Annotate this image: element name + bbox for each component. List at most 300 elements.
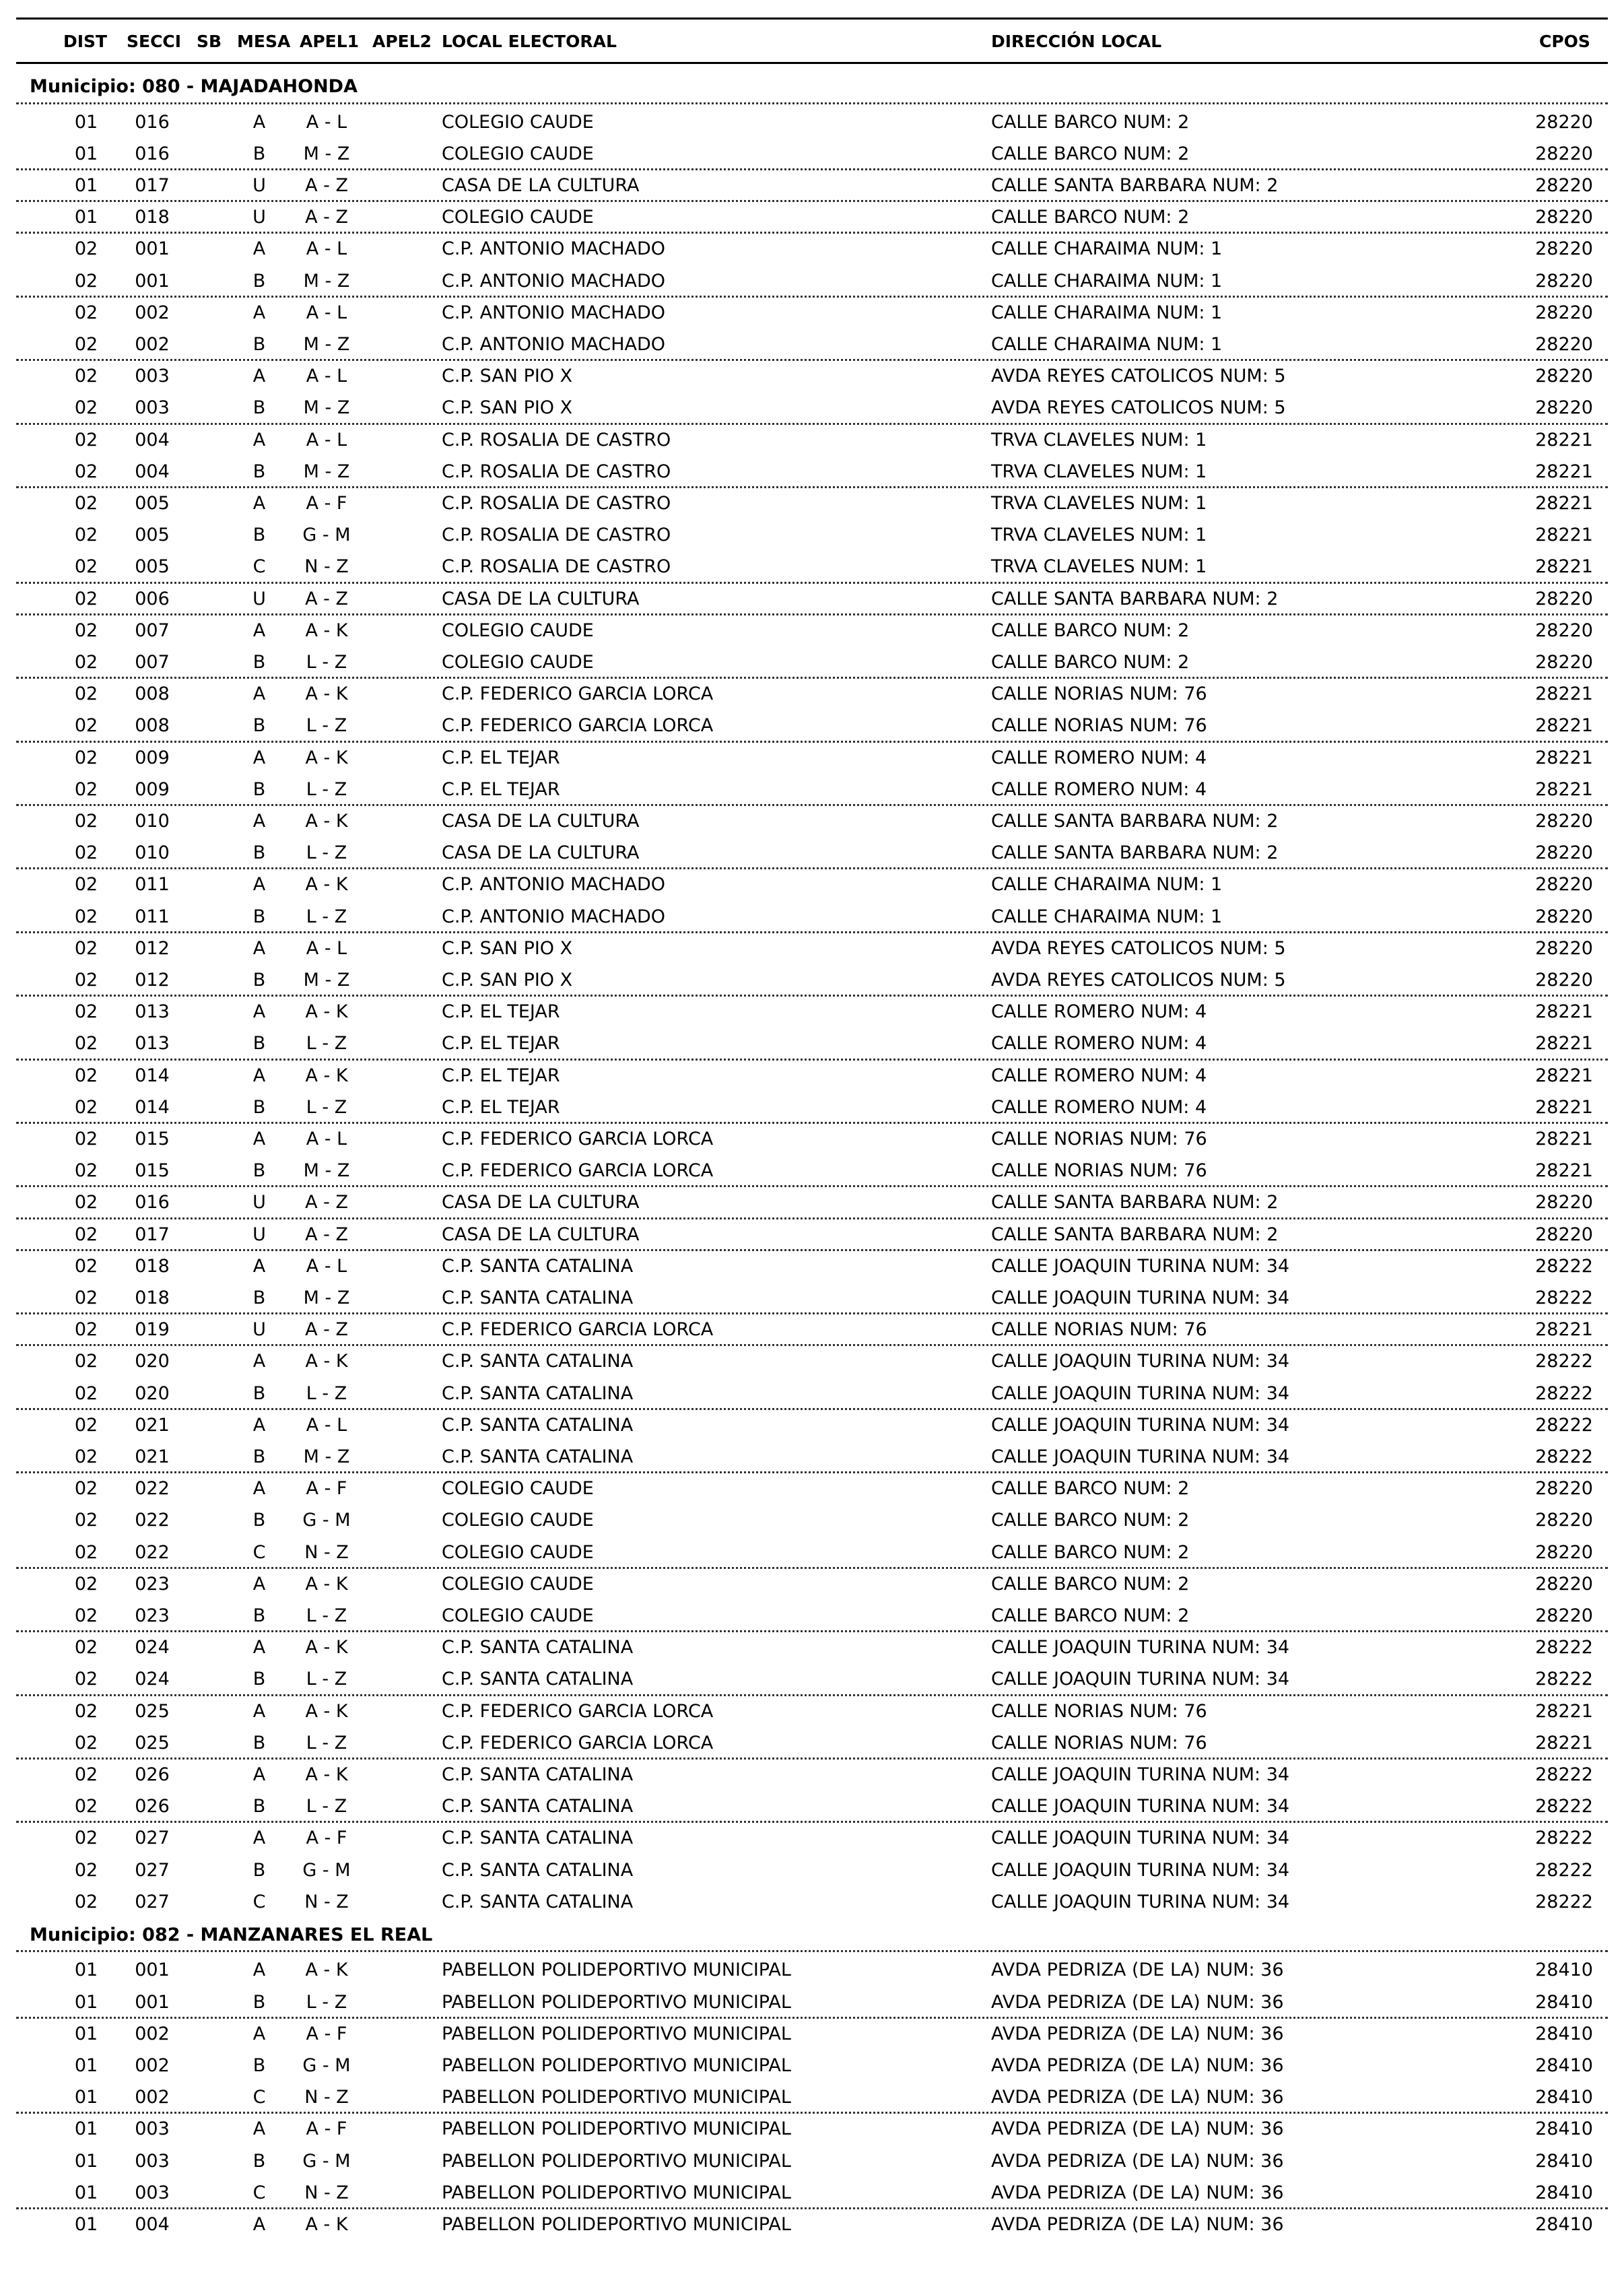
cell-apel1: A - L bbox=[306, 1414, 347, 1436]
cell-cpos: 28410 bbox=[1535, 2150, 1593, 2172]
cell-local: C.P. SANTA CATALINA bbox=[442, 1637, 634, 1659]
cell-apel1: G - M bbox=[302, 2150, 351, 2172]
cell-dist: 02 bbox=[74, 651, 98, 673]
cell-dist: 02 bbox=[74, 238, 98, 260]
cell-cpos: 28221 bbox=[1535, 683, 1593, 705]
cell-dir: CALLE BARCO NUM: 2 bbox=[991, 1573, 1190, 1595]
cell-local: C.P. ANTONIO MACHADO bbox=[442, 906, 666, 927]
cell-secci: 014 bbox=[135, 1096, 170, 1118]
cell-dist: 01 bbox=[74, 1960, 98, 1981]
cell-apel1: A - L bbox=[306, 111, 347, 133]
cell-apel1: A - K bbox=[305, 874, 348, 896]
cell-apel1: A - F bbox=[306, 492, 347, 514]
cell-dist: 01 bbox=[74, 2055, 98, 2076]
cell-mesa: U bbox=[252, 1319, 266, 1341]
cell-mesa: B bbox=[252, 1160, 266, 1182]
cell-dist: 02 bbox=[74, 937, 98, 959]
table-row bbox=[0, 2177, 1624, 2209]
cell-dist: 02 bbox=[74, 1446, 98, 1467]
table-row bbox=[0, 646, 1624, 678]
cell-local: CASA DE LA CULTURA bbox=[442, 1192, 640, 1213]
cell-mesa: B bbox=[252, 651, 266, 673]
cell-local: C.P. EL TEJAR bbox=[442, 1065, 560, 1086]
cell-dir: AVDA PEDRIZA (DE LA) NUM: 36 bbox=[991, 2118, 1284, 2140]
cell-dir: AVDA REYES CATOLICOS NUM: 5 bbox=[991, 937, 1286, 959]
cell-mesa: A bbox=[252, 937, 266, 959]
cell-cpos: 28221 bbox=[1535, 1096, 1593, 1118]
cell-apel1: L - Z bbox=[306, 1732, 347, 1753]
cell-secci: 008 bbox=[135, 715, 170, 737]
cell-mesa: C bbox=[252, 1891, 266, 1912]
cell-local: C.P. SANTA CATALINA bbox=[442, 1414, 634, 1436]
cell-dir: CALLE NORIAS NUM: 76 bbox=[991, 1319, 1207, 1341]
cell-local: COLEGIO CAUDE bbox=[442, 1541, 594, 1563]
cell-cpos: 28222 bbox=[1535, 1637, 1593, 1659]
cell-apel1: A - K bbox=[305, 1351, 348, 1372]
table-row bbox=[0, 1345, 1624, 1377]
cell-secci: 025 bbox=[135, 1732, 170, 1753]
cell-cpos: 28221 bbox=[1535, 747, 1593, 768]
cell-dir: CALLE ROMERO NUM: 4 bbox=[991, 1033, 1207, 1055]
cell-local: PABELLON POLIDEPORTIVO MUNICIPAL bbox=[442, 2214, 791, 2235]
table-row bbox=[0, 1790, 1624, 1822]
cell-apel1: N - Z bbox=[304, 1541, 349, 1563]
cell-local: C.P. SANTA CATALINA bbox=[442, 1764, 634, 1785]
cell-local: C.P. SAN PIO X bbox=[442, 366, 573, 387]
table-row bbox=[0, 805, 1624, 837]
cell-secci: 008 bbox=[135, 683, 170, 705]
cell-local: C.P. SANTA CATALINA bbox=[442, 1828, 634, 1849]
cell-dist: 02 bbox=[74, 683, 98, 705]
cell-mesa: A bbox=[252, 1001, 266, 1023]
cell-mesa: A bbox=[252, 810, 266, 832]
cell-cpos: 28221 bbox=[1535, 778, 1593, 800]
cell-secci: 024 bbox=[135, 1637, 170, 1659]
cell-apel1: A - K bbox=[305, 1700, 348, 1722]
cell-dir: CALLE BARCO NUM: 2 bbox=[991, 620, 1190, 641]
cell-mesa: A bbox=[252, 1573, 266, 1595]
cell-dist: 02 bbox=[74, 1096, 98, 1118]
cell-cpos: 28221 bbox=[1535, 556, 1593, 578]
cell-secci: 027 bbox=[135, 1891, 170, 1912]
cell-apel1: A - L bbox=[306, 429, 347, 450]
table-row bbox=[0, 1409, 1624, 1441]
cell-local: PABELLON POLIDEPORTIVO MUNICIPAL bbox=[442, 2182, 791, 2203]
cell-cpos: 28222 bbox=[1535, 1255, 1593, 1277]
cell-mesa: U bbox=[252, 1192, 266, 1213]
cell-apel1: M - Z bbox=[303, 270, 350, 292]
cell-cpos: 28220 bbox=[1535, 333, 1593, 355]
cell-mesa: A bbox=[252, 1637, 266, 1659]
cell-secci: 004 bbox=[135, 461, 170, 482]
cell-dist: 02 bbox=[74, 270, 98, 292]
cell-cpos: 28221 bbox=[1535, 1700, 1593, 1722]
cell-dir: AVDA PEDRIZA (DE LA) NUM: 36 bbox=[991, 2023, 1284, 2044]
cell-apel1: N - Z bbox=[304, 2182, 349, 2203]
cell-secci: 011 bbox=[135, 906, 170, 927]
cell-mesa: A bbox=[252, 492, 266, 514]
cell-apel1: L - Z bbox=[306, 1669, 347, 1690]
cell-dir: CALLE CHARAIMA NUM: 1 bbox=[991, 874, 1223, 896]
cell-local: C.P. SANTA CATALINA bbox=[442, 1255, 634, 1277]
table-row bbox=[0, 329, 1624, 360]
table-row bbox=[0, 774, 1624, 805]
cell-mesa: U bbox=[252, 174, 266, 196]
cell-apel1: L - Z bbox=[306, 778, 347, 800]
cell-dist: 02 bbox=[74, 1796, 98, 1817]
cell-secci: 005 bbox=[135, 492, 170, 514]
cell-dist: 01 bbox=[74, 1991, 98, 2013]
cell-dist: 02 bbox=[74, 1224, 98, 1245]
cell-dir: CALLE SANTA BARBARA NUM: 2 bbox=[991, 174, 1279, 196]
cell-apel1: G - M bbox=[302, 525, 351, 546]
cell-dir: CALLE ROMERO NUM: 4 bbox=[991, 1096, 1207, 1118]
cell-cpos: 28410 bbox=[1535, 2118, 1593, 2140]
cell-dir: CALLE JOAQUIN TURINA NUM: 34 bbox=[991, 1255, 1290, 1277]
cell-mesa: A bbox=[252, 366, 266, 387]
cell-local: C.P. ANTONIO MACHADO bbox=[442, 333, 666, 355]
cell-apel1: M - Z bbox=[303, 1287, 350, 1308]
cell-cpos: 28222 bbox=[1535, 1414, 1593, 1436]
cell-cpos: 28220 bbox=[1535, 1541, 1593, 1563]
cell-secci: 010 bbox=[135, 810, 170, 832]
header-cpos: CPOS bbox=[1539, 32, 1590, 51]
cell-mesa: B bbox=[252, 1991, 266, 2013]
cell-dir: CALLE JOAQUIN TURINA NUM: 34 bbox=[991, 1446, 1290, 1467]
cell-mesa: A bbox=[252, 1828, 266, 1849]
cell-mesa: A bbox=[252, 1478, 266, 1500]
cell-dir: CALLE SANTA BARBARA NUM: 2 bbox=[991, 842, 1279, 864]
cell-apel1: M - Z bbox=[303, 143, 350, 164]
table-row bbox=[0, 1696, 1624, 1727]
cell-dir: CALLE JOAQUIN TURINA NUM: 34 bbox=[991, 1828, 1290, 1849]
cell-local: C.P. FEDERICO GARCIA LORCA bbox=[442, 1732, 714, 1753]
cell-local: C.P. SANTA CATALINA bbox=[442, 1859, 634, 1881]
cell-local: C.P. ROSALIA DE CASTRO bbox=[442, 461, 671, 482]
table-row bbox=[0, 869, 1624, 900]
cell-local: PABELLON POLIDEPORTIVO MUNICIPAL bbox=[442, 2150, 791, 2172]
cell-mesa: B bbox=[252, 778, 266, 800]
cell-cpos: 28220 bbox=[1535, 1573, 1593, 1595]
table-row bbox=[0, 1186, 1624, 1218]
cell-apel1: M - Z bbox=[303, 397, 350, 419]
cell-dir: CALLE SANTA BARBARA NUM: 2 bbox=[991, 1192, 1279, 1213]
cell-mesa: A bbox=[252, 747, 266, 768]
table-row bbox=[0, 2018, 1624, 2050]
cell-cpos: 28221 bbox=[1535, 429, 1593, 450]
cell-dist: 02 bbox=[74, 492, 98, 514]
cell-apel1: M - Z bbox=[303, 1446, 350, 1467]
cell-dir: CALLE ROMERO NUM: 4 bbox=[991, 747, 1207, 768]
row-separator bbox=[16, 1950, 1608, 1952]
table-row bbox=[0, 106, 1624, 138]
cell-dir: CALLE CHARAIMA NUM: 1 bbox=[991, 333, 1223, 355]
cell-dist: 02 bbox=[74, 1828, 98, 1849]
cell-dir: CALLE JOAQUIN TURINA NUM: 34 bbox=[991, 1669, 1290, 1690]
cell-cpos: 28222 bbox=[1535, 1287, 1593, 1308]
cell-apel1: L - Z bbox=[306, 1796, 347, 1817]
cell-dir: CALLE JOAQUIN TURINA NUM: 34 bbox=[991, 1637, 1290, 1659]
cell-apel1: N - Z bbox=[304, 2087, 349, 2108]
table-row bbox=[0, 170, 1624, 201]
cell-mesa: B bbox=[252, 1287, 266, 1308]
cell-mesa: U bbox=[252, 207, 266, 228]
cell-mesa: B bbox=[252, 1096, 266, 1118]
cell-dir: CALLE ROMERO NUM: 4 bbox=[991, 778, 1207, 800]
cell-dist: 02 bbox=[74, 1637, 98, 1659]
cell-apel1: A - K bbox=[305, 810, 348, 832]
table-row bbox=[0, 265, 1624, 297]
cell-mesa: A bbox=[252, 2118, 266, 2140]
cell-secci: 003 bbox=[135, 397, 170, 419]
cell-dist: 01 bbox=[74, 207, 98, 228]
cell-dir: CALLE CHARAIMA NUM: 1 bbox=[991, 906, 1223, 927]
cell-mesa: B bbox=[252, 1859, 266, 1881]
cell-cpos: 28220 bbox=[1535, 111, 1593, 133]
cell-local: CASA DE LA CULTURA bbox=[442, 1224, 640, 1245]
cell-local: COLEGIO CAUDE bbox=[442, 143, 594, 164]
table-row bbox=[0, 1060, 1624, 1092]
cell-local: CASA DE LA CULTURA bbox=[442, 588, 640, 609]
table-row bbox=[0, 1954, 1624, 1986]
cell-local: C.P. EL TEJAR bbox=[442, 1001, 560, 1023]
cell-apel1: A - Z bbox=[305, 1319, 348, 1341]
cell-cpos: 28410 bbox=[1535, 2214, 1593, 2235]
cell-dir: CALLE SANTA BARBARA NUM: 2 bbox=[991, 588, 1279, 609]
cell-dir: AVDA REYES CATOLICOS NUM: 5 bbox=[991, 397, 1286, 419]
cell-local: COLEGIO CAUDE bbox=[442, 1478, 594, 1500]
table-row bbox=[0, 1537, 1624, 1568]
cell-mesa: B bbox=[252, 1510, 266, 1531]
cell-mesa: U bbox=[252, 588, 266, 609]
cell-apel1: G - M bbox=[302, 1859, 351, 1881]
cell-cpos: 28222 bbox=[1535, 1446, 1593, 1467]
cell-local: C.P. ROSALIA DE CASTRO bbox=[442, 525, 671, 546]
cell-dir: CALLE ROMERO NUM: 4 bbox=[991, 1065, 1207, 1086]
cell-apel1: A - Z bbox=[305, 588, 348, 609]
cell-mesa: A bbox=[252, 874, 266, 896]
cell-cpos: 28220 bbox=[1535, 302, 1593, 323]
table-row bbox=[0, 1028, 1624, 1059]
cell-dir: CALLE BARCO NUM: 2 bbox=[991, 651, 1190, 673]
cell-cpos: 28221 bbox=[1535, 1732, 1593, 1753]
row-separator bbox=[16, 102, 1608, 104]
cell-dist: 02 bbox=[74, 620, 98, 641]
cell-local: C.P. SANTA CATALINA bbox=[442, 1351, 634, 1372]
cell-dist: 02 bbox=[74, 969, 98, 991]
cell-cpos: 28222 bbox=[1535, 1382, 1593, 1404]
cell-mesa: A bbox=[252, 429, 266, 450]
cell-mesa: A bbox=[252, 1764, 266, 1785]
cell-dist: 01 bbox=[74, 2214, 98, 2235]
cell-local: C.P. FEDERICO GARCIA LORCA bbox=[442, 715, 714, 737]
cell-dist: 01 bbox=[74, 2087, 98, 2108]
cell-local: C.P. EL TEJAR bbox=[442, 747, 560, 768]
cell-local: C.P. ANTONIO MACHADO bbox=[442, 874, 666, 896]
cell-apel1: A - L bbox=[306, 1255, 347, 1277]
cell-apel1: A - K bbox=[305, 1764, 348, 1785]
cell-mesa: A bbox=[252, 1255, 266, 1277]
cell-dir: CALLE BARCO NUM: 2 bbox=[991, 1605, 1190, 1626]
cell-apel1: A - L bbox=[306, 1128, 347, 1149]
cell-secci: 002 bbox=[135, 2087, 170, 2108]
cell-cpos: 28220 bbox=[1535, 842, 1593, 864]
cell-apel1: A - Z bbox=[305, 207, 348, 228]
cell-local: COLEGIO CAUDE bbox=[442, 1573, 594, 1595]
cell-cpos: 28410 bbox=[1535, 1960, 1593, 1981]
cell-cpos: 28221 bbox=[1535, 461, 1593, 482]
table-row bbox=[0, 1759, 1624, 1790]
table-row bbox=[0, 2081, 1624, 2113]
cell-local: CASA DE LA CULTURA bbox=[442, 810, 640, 832]
cell-local: C.P. SANTA CATALINA bbox=[442, 1669, 634, 1690]
cell-cpos: 28220 bbox=[1535, 620, 1593, 641]
cell-mesa: A bbox=[252, 111, 266, 133]
cell-local: C.P. FEDERICO GARCIA LORCA bbox=[442, 1319, 714, 1341]
cell-local: C.P. EL TEJAR bbox=[442, 778, 560, 800]
cell-dir: CALLE BARCO NUM: 2 bbox=[991, 1541, 1190, 1563]
cell-mesa: A bbox=[252, 683, 266, 705]
cell-mesa: B bbox=[252, 2055, 266, 2076]
cell-cpos: 28220 bbox=[1535, 588, 1593, 609]
cell-local: PABELLON POLIDEPORTIVO MUNICIPAL bbox=[442, 2118, 791, 2140]
cell-apel1: A - F bbox=[306, 2118, 347, 2140]
cell-apel1: A - K bbox=[305, 1637, 348, 1659]
cell-local: COLEGIO CAUDE bbox=[442, 620, 594, 641]
cell-dir: CALLE JOAQUIN TURINA NUM: 34 bbox=[991, 1764, 1290, 1785]
table-row bbox=[0, 1727, 1624, 1759]
cell-cpos: 28222 bbox=[1535, 1796, 1593, 1817]
cell-dist: 02 bbox=[74, 1478, 98, 1500]
cell-dist: 02 bbox=[74, 1891, 98, 1912]
cell-mesa: A bbox=[252, 1351, 266, 1372]
table-row bbox=[0, 551, 1624, 582]
cell-apel1: A - K bbox=[305, 1573, 348, 1595]
table-row bbox=[0, 1282, 1624, 1314]
cell-cpos: 28220 bbox=[1535, 238, 1593, 260]
table-row bbox=[0, 297, 1624, 329]
cell-dir: CALLE JOAQUIN TURINA NUM: 34 bbox=[991, 1287, 1290, 1308]
cell-dir: AVDA REYES CATOLICOS NUM: 5 bbox=[991, 969, 1286, 991]
table-row bbox=[0, 1504, 1624, 1536]
cell-mesa: B bbox=[252, 270, 266, 292]
top-rule bbox=[16, 18, 1608, 20]
cell-local: COLEGIO CAUDE bbox=[442, 111, 594, 133]
cell-local: C.P. SANTA CATALINA bbox=[442, 1891, 634, 1912]
table-row bbox=[0, 519, 1624, 551]
cell-apel1: A - K bbox=[305, 683, 348, 705]
cell-dist: 02 bbox=[74, 810, 98, 832]
table-row bbox=[0, 742, 1624, 774]
cell-mesa: B bbox=[252, 906, 266, 927]
cell-dir: CALLE BARCO NUM: 2 bbox=[991, 111, 1190, 133]
cell-apel1: A - K bbox=[305, 1001, 348, 1023]
cell-secci: 003 bbox=[135, 366, 170, 387]
cell-apel1: A - L bbox=[306, 366, 347, 387]
cell-apel1: G - M bbox=[302, 1510, 351, 1531]
cell-cpos: 28220 bbox=[1535, 810, 1593, 832]
cell-apel1: L - Z bbox=[306, 1382, 347, 1404]
cell-mesa: B bbox=[252, 1605, 266, 1626]
cell-dist: 02 bbox=[74, 1859, 98, 1881]
cell-apel1: G - M bbox=[302, 2055, 351, 2076]
cell-dist: 02 bbox=[74, 302, 98, 323]
cell-apel1: A - F bbox=[306, 1478, 347, 1500]
cell-dist: 02 bbox=[74, 747, 98, 768]
cell-local: COLEGIO CAUDE bbox=[442, 651, 594, 673]
cell-secci: 010 bbox=[135, 842, 170, 864]
cell-mesa: A bbox=[252, 302, 266, 323]
cell-secci: 019 bbox=[135, 1319, 170, 1341]
cell-dir: CALLE NORIAS NUM: 76 bbox=[991, 1700, 1207, 1722]
table-row bbox=[0, 1441, 1624, 1473]
cell-apel1: M - Z bbox=[303, 1160, 350, 1182]
cell-secci: 017 bbox=[135, 174, 170, 196]
cell-dir: CALLE JOAQUIN TURINA NUM: 34 bbox=[991, 1859, 1290, 1881]
cell-local: C.P. SANTA CATALINA bbox=[442, 1287, 634, 1308]
cell-local: C.P. ANTONIO MACHADO bbox=[442, 302, 666, 323]
cell-secci: 021 bbox=[135, 1446, 170, 1467]
cell-secci: 022 bbox=[135, 1478, 170, 1500]
cell-cpos: 28221 bbox=[1535, 1128, 1593, 1149]
cell-local: C.P. ANTONIO MACHADO bbox=[442, 270, 666, 292]
cell-local: C.P. ANTONIO MACHADO bbox=[442, 238, 666, 260]
cell-dist: 02 bbox=[74, 1510, 98, 1531]
cell-dir: AVDA PEDRIZA (DE LA) NUM: 36 bbox=[991, 1991, 1284, 2013]
cell-cpos: 28220 bbox=[1535, 1510, 1593, 1531]
cell-local: C.P. FEDERICO GARCIA LORCA bbox=[442, 1128, 714, 1149]
cell-local: C.P. EL TEJAR bbox=[442, 1096, 560, 1118]
cell-apel1: A - K bbox=[305, 2214, 348, 2235]
table-row bbox=[0, 2145, 1624, 2177]
cell-local: COLEGIO CAUDE bbox=[442, 1510, 594, 1531]
header-dist: DIST bbox=[63, 32, 108, 51]
cell-cpos: 28221 bbox=[1535, 1001, 1593, 1023]
cell-secci: 018 bbox=[135, 1255, 170, 1277]
cell-cpos: 28220 bbox=[1535, 270, 1593, 292]
cell-dist: 02 bbox=[74, 715, 98, 737]
cell-dir: AVDA PEDRIZA (DE LA) NUM: 36 bbox=[991, 1960, 1284, 1981]
municipio-title: Municipio: 080 - MAJADAHONDA bbox=[30, 76, 358, 97]
cell-cpos: 28410 bbox=[1535, 2182, 1593, 2203]
cell-mesa: C bbox=[252, 2182, 266, 2203]
cell-local: PABELLON POLIDEPORTIVO MUNICIPAL bbox=[442, 1991, 791, 2013]
cell-dist: 01 bbox=[74, 2182, 98, 2203]
cell-cpos: 28220 bbox=[1535, 366, 1593, 387]
cell-dist: 02 bbox=[74, 1001, 98, 1023]
cell-mesa: B bbox=[252, 143, 266, 164]
table-row bbox=[0, 1663, 1624, 1695]
cell-cpos: 28220 bbox=[1535, 969, 1593, 991]
cell-mesa: A bbox=[252, 2023, 266, 2044]
cell-local: PABELLON POLIDEPORTIVO MUNICIPAL bbox=[442, 2023, 791, 2044]
cell-dist: 02 bbox=[74, 1669, 98, 1690]
cell-mesa: A bbox=[252, 620, 266, 641]
table-row bbox=[0, 1632, 1624, 1663]
cell-dir: CALLE JOAQUIN TURINA NUM: 34 bbox=[991, 1414, 1290, 1436]
cell-secci: 027 bbox=[135, 1859, 170, 1881]
cell-dist: 01 bbox=[74, 2118, 98, 2140]
cell-secci: 015 bbox=[135, 1160, 170, 1182]
cell-cpos: 28220 bbox=[1535, 874, 1593, 896]
cell-local: COLEGIO CAUDE bbox=[442, 207, 594, 228]
table-row bbox=[0, 424, 1624, 456]
cell-secci: 016 bbox=[135, 143, 170, 164]
cell-dir: AVDA PEDRIZA (DE LA) NUM: 36 bbox=[991, 2087, 1284, 2108]
cell-secci: 016 bbox=[135, 111, 170, 133]
table-row bbox=[0, 201, 1624, 233]
cell-dir: AVDA REYES CATOLICOS NUM: 5 bbox=[991, 366, 1286, 387]
